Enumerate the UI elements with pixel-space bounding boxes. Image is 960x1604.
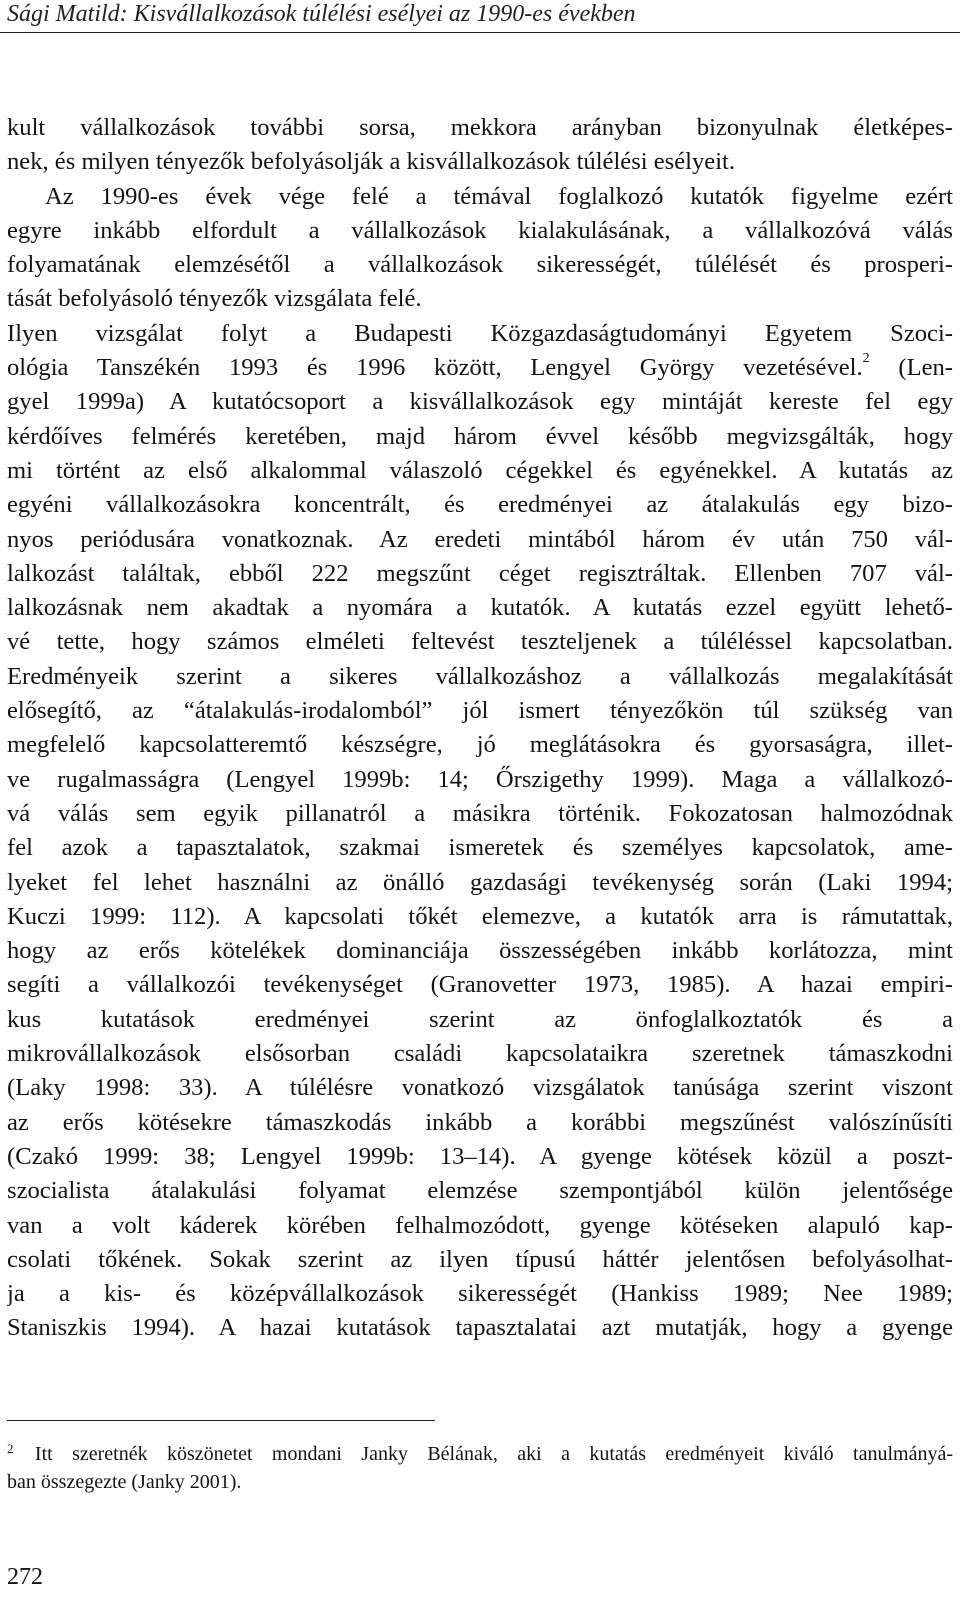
text-line: gyel 1999a) A kutatócsoport a kisvállalkozások egy mintáját kereste fel egy (7, 388, 953, 416)
text-line: ja a kis- és középvállalkozások sikerességét (Hankiss 1989; Nee 1989; (7, 1280, 953, 1308)
text-line: van a volt káderek körében felhalmozódott, gyenge kötéseken alapuló kap- (7, 1211, 953, 1239)
text-line: Az 1990-es évek vége felé a témával foglalkozó kutatók figyelme ezért (45, 182, 953, 210)
text-line-with-footnote-ref (7, 351, 953, 385)
text-line: kérdőíves felmérés keretében, majd három évvel később megvizsgálták, hogy (7, 422, 953, 450)
text-line: mi történt az első alkalommal válaszoló cégekkel és egyénekkel. A kutatás az (7, 456, 953, 484)
text-line: megfelelő kapcsolatteremtő készségre, jó meglátásokra és gyorsaságra, illet- (7, 731, 953, 759)
text-line: nyos periódusára vonatkoznak. Az eredeti mintából három év után 750 vál- (7, 525, 953, 553)
text-line: ve rugalmasságra (Lengyel 1999b: 14; Őrszigethy 1999). Maga a vállalkozó- (7, 765, 953, 793)
text-line: mikrovállalkozások elsősorban családi kapcsolataikra szeretnek támaszkodni (7, 1040, 953, 1068)
text-line: Staniszkis 1994). A hazai kutatások tapasztalatai azt mutatják, hogy a gyenge (7, 1314, 953, 1342)
text-line: lalkozást találtak, ebből 222 megszűnt céget regisztráltak. Ellenben 707 vál- (7, 559, 953, 587)
footnote-line: ban összegezte (Janky 2001). (7, 1471, 242, 1493)
text-line: lyeket fel lehet használni az önálló gazdasági tevékenység során (Laki 1994; (7, 868, 953, 896)
text-line: kult vállalkozások további sorsa, mekkora arányban bizonyulnak életképes- (7, 114, 953, 141)
text-line: az erős kötésekre támaszkodás inkább a korábbi megszűnést valószínűsíti (7, 1108, 953, 1136)
footnote (7, 1440, 953, 1496)
text-line: (Laky 1998: 33). A túlélésre vonatkozó vizsgálatok tanúsága szerint viszont (7, 1074, 953, 1102)
text-line: lalkozásnak nem akadtak a nyomára a kutatók. A kutatás ezzel együtt lehető- (7, 594, 953, 622)
text-line: elősegítő, az “átalakulás-irodalomból” jól ismert tényezőkön túl szükség van (7, 697, 953, 725)
text-segment: (Len- (869, 354, 953, 382)
running-header: Sági Matild: Kisvállalkozások túlélési esélyei az 1990-es években (7, 1, 636, 27)
text-line: Kuczi 1999: 112). A kapcsolati tőkét elemezve, a kutatók arra is rámutattak, (7, 902, 953, 930)
text-line: vé tette, hogy számos elméleti feltevést teszteljenek a túléléssel kapcsolatban. (7, 628, 953, 656)
text-line: egyéni vállalkozásokra koncentrált, és eredményei az átalakulás egy bizo- (7, 491, 953, 519)
text-segment: ológia Tanszékén 1993 és 1996 között, Lengyel György vezetésével. (7, 354, 863, 382)
text-line: Ilyen vizsgálat folyt a Budapesti Közgazdaságtudományi Egyetem Szoci- (7, 319, 953, 347)
text-line: Eredményeik szerint a sikeres vállalkozáshoz a vállalkozás megalakítását (7, 662, 953, 690)
text-line: folyamatának elemzésétől a vállalkozások sikerességét, túlélését és prosperi- (7, 251, 953, 279)
footnote-number: 2 (7, 1441, 14, 1456)
footnote-line (7, 1440, 953, 1468)
footnote-text: Itt szeretnék köszönetet mondani Janky Bélának, aki a kutatás eredményeit kiváló tanulmányá- (34, 1443, 953, 1465)
text-line: szocialista átalakulási folyamat elemzése szempontjából külön jelentősége (7, 1177, 953, 1205)
text-line: egyre inkább elfordult a vállalkozások kialakulásának, a vállalkozóvá válás (7, 216, 953, 244)
text-line: vá válás sem egyik pillanatról a másikra történik. Fokozatosan halmozódnak (7, 799, 953, 827)
text-line: segíti a vállalkozói tevékenységet (Granovetter 1973, 1985). A hazai empiri- (7, 971, 953, 999)
footnote-reference[interactable]: 2 (862, 351, 870, 366)
text-line: tását befolyásoló tényezők vizsgálata felé. (7, 285, 422, 313)
text-line: hogy az erős kötelékek dominanciája összességében inkább korlátozza, mint (7, 937, 953, 965)
page-number: 272 (7, 1564, 43, 1590)
text-line: csolati tőkének. Sokak szerint az ilyen típusú háttér jelentősen befolyásolhat- (7, 1245, 953, 1273)
body-text (7, 111, 953, 1346)
text-line: kus kutatások eredményei szerint az önfoglalkoztatók és a (7, 1005, 953, 1033)
text-line: fel azok a tapasztalatok, szakmai ismeretek és személyes kapcsolatok, ame- (7, 834, 953, 862)
header-rule (0, 32, 960, 33)
footnote-rule (7, 1420, 435, 1421)
text-line: (Czakó 1999: 38; Lengyel 1999b: 13–14). A gyenge kötések közül a poszt- (7, 1142, 953, 1170)
text-line: nek, és milyen tényezők befolyásolják a kisvállalkozások túlélési esélyeit. (7, 148, 736, 176)
